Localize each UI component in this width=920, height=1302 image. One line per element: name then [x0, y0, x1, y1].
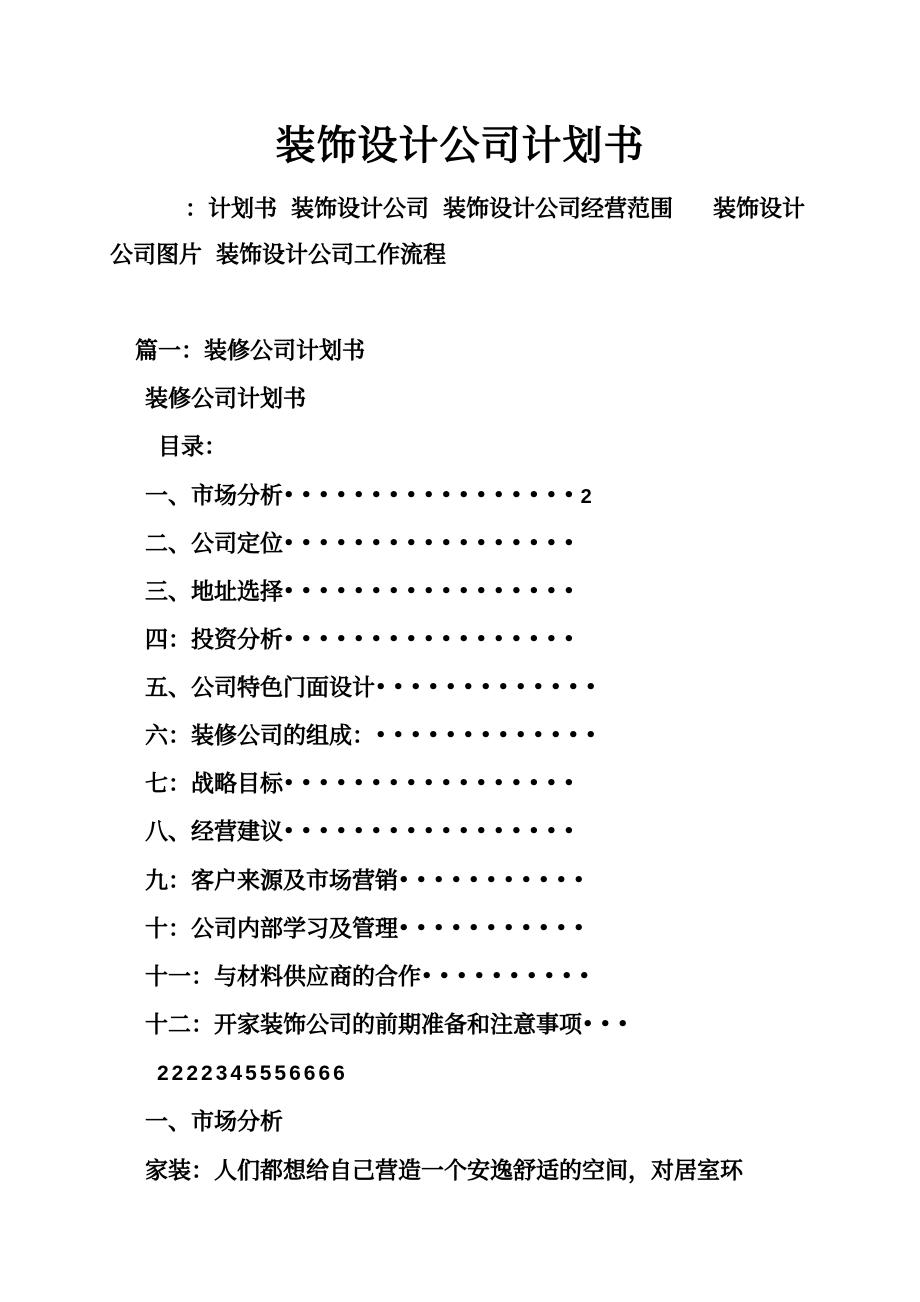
toc-leader-dots: •••••••••••••••••	[283, 821, 581, 842]
toc-item	[145, 721, 603, 752]
toc-item-label: 四：投资分析	[145, 627, 283, 653]
toc-item	[145, 914, 591, 945]
toc-leader-dots: •••••••••••••••••	[283, 485, 581, 506]
toc-page-numbers: 2222345556666	[157, 1062, 348, 1085]
toc-item	[145, 673, 603, 704]
toc-leader-dots: •••••••••••••••••	[283, 533, 581, 554]
toc-leader-dots: •••••••••••••••••	[283, 773, 581, 794]
toc-item	[145, 529, 581, 560]
toc-item	[145, 577, 581, 608]
body-paragraph: 家装：人们都想给自己营造一个安逸舒适的空间，对居室环	[145, 1158, 743, 1184]
toc-item-label: 五、公司特色门面设计	[145, 675, 375, 701]
toc-item-label: 六：装修公司的组成：	[145, 723, 375, 749]
keyword: 装饰设计公司工作流程	[216, 242, 446, 268]
toc-leader-dots: •••	[582, 1014, 635, 1035]
toc-item-label: 七：战略目标	[145, 771, 283, 797]
toc-item	[145, 481, 592, 512]
toc-leader-dots: •••••••••••••••••	[283, 581, 581, 602]
toc-item	[145, 817, 581, 848]
keyword: 计划书	[208, 196, 277, 222]
toc-leader-dots: •••••••••••	[398, 870, 591, 891]
toc-leader-dots: •••••••••••	[398, 918, 591, 939]
toc-item-label: 八、经营建议	[145, 819, 283, 845]
toc-item	[145, 962, 596, 993]
toc-item	[145, 866, 591, 897]
toc-item-label: 九：客户来源及市场营销	[145, 868, 398, 894]
section-heading: 篇一：装修公司计划书	[135, 338, 365, 364]
toc-leader-dots: •••••••••••••	[375, 677, 603, 698]
toc-item	[145, 625, 581, 656]
toc-item-label: 十二：开家装饰公司的前期准备和注意事项	[145, 1012, 582, 1038]
toc-leader-dots: •••••••••••••••••	[283, 629, 581, 650]
keyword: 装饰设计公司图片	[110, 196, 805, 268]
toc-item-label: 十：公司内部学习及管理	[145, 916, 398, 942]
toc-item	[145, 1010, 635, 1041]
toc-item	[145, 769, 581, 800]
keywords-prefix: ：	[185, 196, 208, 222]
toc-page-number: 2	[580, 486, 592, 508]
toc-leader-dots: •••••••••••••	[375, 725, 603, 746]
toc-label: 目录：	[158, 434, 227, 460]
market-heading: 一、市场分析	[145, 1109, 283, 1135]
keyword: 装饰设计公司	[291, 196, 429, 222]
toc-item-label: 三、地址选择	[145, 579, 283, 605]
keywords-line	[110, 186, 810, 278]
toc-item-label: 二、公司定位	[145, 531, 283, 557]
toc-item-label: 十一：与材料供应商的合作	[145, 964, 421, 990]
keyword: 装饰设计公司经营范围	[443, 196, 673, 222]
toc-leader-dots: ••••••••••	[421, 966, 597, 987]
toc-item-label: 一、市场分析	[145, 483, 283, 509]
document-title: 装饰设计公司计划书	[275, 123, 645, 169]
subtitle: 装修公司计划书	[145, 386, 306, 412]
